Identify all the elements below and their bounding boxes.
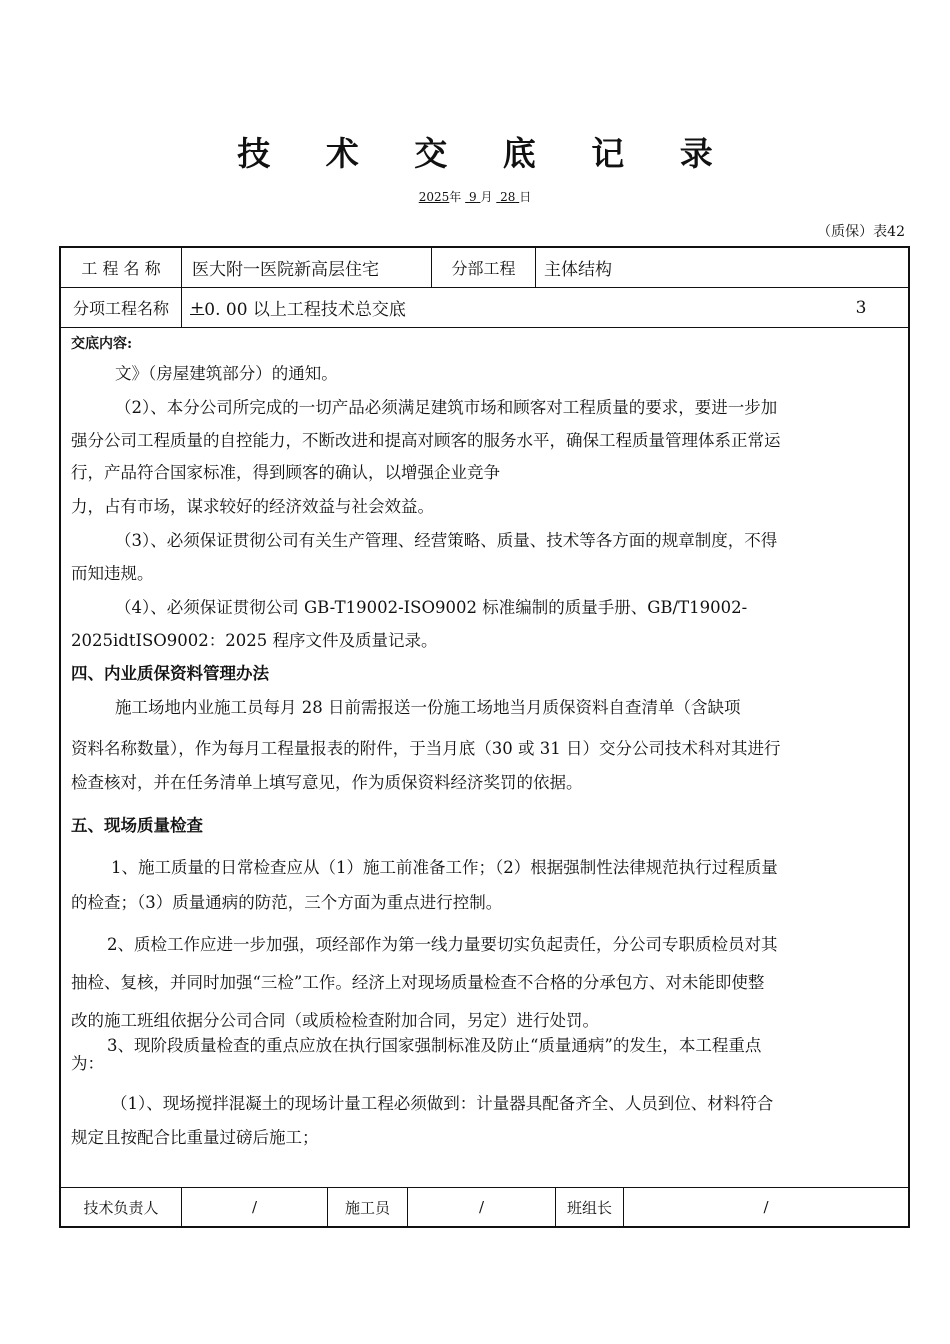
content-line: 检查核对，并在任务清单上填写意见，作为质保资料经济奖罚的依据。 — [71, 773, 583, 792]
content-line: 1、施工质量的日常检查应从（1）施工前准备工作；（2）根据强制性法律规范执行过程质量 — [111, 858, 778, 877]
content-line: 2025idtISO9002：2025 程序文件及质量记录。 — [71, 631, 438, 650]
content-line: 资料名称数量），作为每月工程量报表的附件，于当月底（30 或 31 日）交分公司技术科对其进行 — [71, 739, 781, 758]
content-line: 文》（房屋建筑部分）的通知。 — [115, 364, 338, 383]
section-heading: 五、现场质量检查 — [71, 816, 203, 835]
content-line: （1）、现场搅拌混凝土的现场计量工程必须做到：计量器具配备齐全、人员到位、材料符合 — [111, 1094, 774, 1113]
content-line: 力，占有市场，谋求较好的经济效益与社会效益。 — [71, 497, 434, 516]
content-line: （2）、本分公司所完成的一切产品必须满足建筑市场和顾客对工程质量的要求，要进一步加 — [115, 398, 778, 417]
content-line: 而知违规。 — [71, 564, 154, 583]
content-line: 2、质检工作应进一步加强，项经部作为第一线力量要切实负起责任，分公司专职质检员对其 — [107, 935, 778, 954]
project-label: 工 程 名 称 — [81, 259, 161, 278]
item-row — [61, 288, 908, 328]
worker-label: 施工员 — [327, 1188, 407, 1226]
content-line: （4）、必须保证贯彻公司 GB-T19002-ISO9002 标准编制的质量手册、GB/T19002- — [115, 598, 748, 617]
content-line: 施工场地内业施工员每月 28 日前需报送一份施工场地当月质保资料自查清单（含缺项 — [115, 698, 741, 717]
form-number: （质保）表42 — [817, 224, 905, 240]
content-line: 规定且按配合比重量过磅后施工； — [71, 1128, 319, 1147]
document-title: 技 术 交 底 记 录 — [237, 134, 735, 173]
team-leader-label: 班组长 — [555, 1188, 623, 1226]
item-value-prefix: + — [190, 297, 205, 318]
date-month: 9 — [468, 190, 477, 204]
division-value: 主体结构 — [535, 248, 908, 287]
content-line: 改的施工班组依据分公司合同（或质检检查附加合同，另定）进行处罚。 — [71, 1011, 599, 1030]
document-date — [0, 188, 950, 205]
section-heading: 四、内业质保资料管理办法 — [71, 664, 269, 683]
content-line: （3）、必须保证贯彻公司有关生产管理、经营策略、质量、技术等各方面的规章制度，不得 — [115, 531, 778, 550]
content-area — [61, 330, 908, 1188]
tech-lead-value: / — [181, 1188, 327, 1226]
date-day-suffix: 日 — [519, 190, 532, 204]
item-value — [181, 288, 831, 327]
date-year: 2025 — [418, 190, 450, 204]
project-value: 医大附一医院新高层住宅 — [181, 248, 431, 287]
content-label: 交底内容: — [71, 336, 133, 352]
content-line: 的检查；（3）质量通病的防范，三个方面为重点进行控制。 — [71, 893, 503, 912]
date-month-suffix: 月 — [480, 190, 493, 204]
date-year-suffix: 年 — [449, 190, 462, 204]
team-leader-value: / — [623, 1188, 908, 1226]
signature-row — [61, 1187, 908, 1226]
worker-value: / — [407, 1188, 555, 1226]
content-line: 为： — [71, 1054, 104, 1073]
division-label: 分部工程 — [431, 248, 535, 287]
project-row — [61, 248, 908, 288]
item-value-text: 0. 00 以上工程技术总交底 — [204, 300, 406, 320]
content-line: 行，产品符合国家标准，得到顾客的确认，以增强企业竞争 — [71, 463, 500, 482]
date-day: 28 — [500, 190, 516, 204]
tech-lead-label: 技术负责人 — [83, 1198, 159, 1217]
item-number: 3 — [855, 297, 867, 318]
content-line: 强分公司工程质量的自控能力，不断改进和提高对顾客的服务水平，确保工程质量管理体系正常运 — [71, 431, 781, 450]
item-label: 分项工程名称 — [72, 299, 169, 318]
content-line: 3、现阶段质量检查的重点应放在执行国家强制标准及防止“质量通病”的发生，本工程重点 — [107, 1036, 762, 1055]
content-line: 抽检、复核，并同时加强“三检”工作。经济上对现场质量检查不合格的分承包方、对未能即使整 — [71, 973, 765, 992]
record-table — [59, 246, 910, 1228]
